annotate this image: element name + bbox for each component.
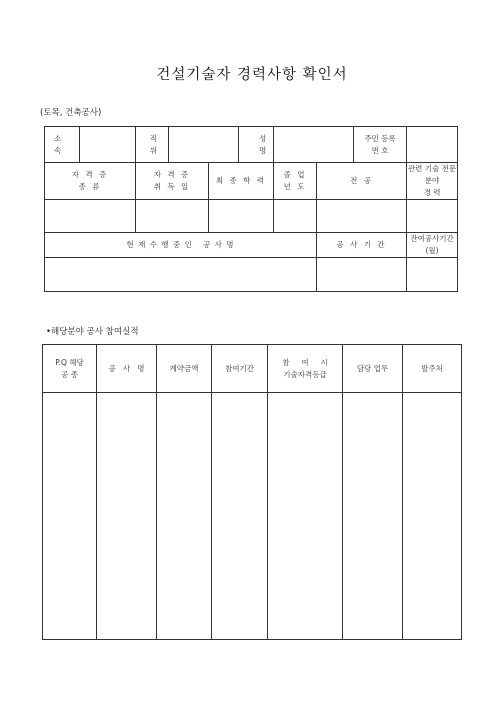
engineer-info-table: [44, 126, 458, 292]
remaining-period-cell[interactable]: [407, 258, 458, 292]
client-header: 발주처: [403, 345, 462, 393]
duty-header: 담당 업무: [343, 345, 403, 393]
participation-record-table: [42, 344, 462, 640]
project-name-header: 공 사 명: [97, 345, 157, 393]
affiliation-label: 소 속: [45, 127, 80, 163]
client-cell[interactable]: [403, 393, 462, 640]
remaining-period-label: 잔여공사기간(월): [407, 233, 458, 258]
duty-cell[interactable]: [343, 393, 403, 640]
technical-grade-cell[interactable]: [268, 393, 343, 640]
project-name-cell[interactable]: [97, 393, 157, 640]
name-value-cell[interactable]: [274, 127, 354, 163]
final-education-label: 최 종 학 력: [209, 163, 274, 200]
graduation-year-label: 졸 업 년 도: [274, 163, 317, 200]
major-label: 전 공: [317, 163, 407, 200]
participation-period-cell[interactable]: [212, 393, 268, 640]
current-project-cell[interactable]: [45, 258, 317, 292]
final-education-cell[interactable]: [209, 200, 274, 233]
certificate-date-label: 자 격 증 취 득 일: [136, 163, 209, 200]
position-label: 직 위: [136, 127, 169, 163]
registration-number-label: 주민 등록 번 호: [354, 127, 407, 163]
construction-period-cell[interactable]: [317, 258, 407, 292]
current-project-label: 현 재 수 행 중 인 공 사 명: [45, 233, 317, 258]
affiliation-value-cell[interactable]: [80, 127, 136, 163]
registration-number-value-cell[interactable]: [407, 127, 458, 163]
major-cell[interactable]: [317, 200, 407, 233]
section-title: •해당분야 공사 참여실적: [46, 327, 139, 337]
pq-type-cell[interactable]: [43, 393, 97, 640]
pq-type-header: P.Q 해당 공 종: [43, 345, 97, 393]
graduation-year-cell[interactable]: [274, 200, 317, 233]
certificate-type-cell[interactable]: [45, 200, 136, 233]
name-label: 성 명: [239, 127, 274, 163]
contract-amount-header: 계약금액: [157, 345, 212, 393]
contract-amount-cell[interactable]: [157, 393, 212, 640]
document-subtitle: (토목, 건축공사): [40, 108, 102, 118]
position-value-cell[interactable]: [169, 127, 239, 163]
certificate-date-cell[interactable]: [136, 200, 209, 233]
certificate-type-label: 자 격 증 종 류: [45, 163, 136, 200]
related-career-cell[interactable]: [407, 200, 458, 233]
document-title: 건설기술자 경력사항 확인서: [156, 67, 348, 83]
construction-period-label: 공 사 기 간: [317, 233, 407, 258]
technical-grade-header: 참 여 시 기술자격등급: [268, 345, 343, 393]
related-career-label: 관련 기술 전문 분야 경 력: [407, 163, 458, 200]
participation-period-header: 참여기간: [212, 345, 268, 393]
